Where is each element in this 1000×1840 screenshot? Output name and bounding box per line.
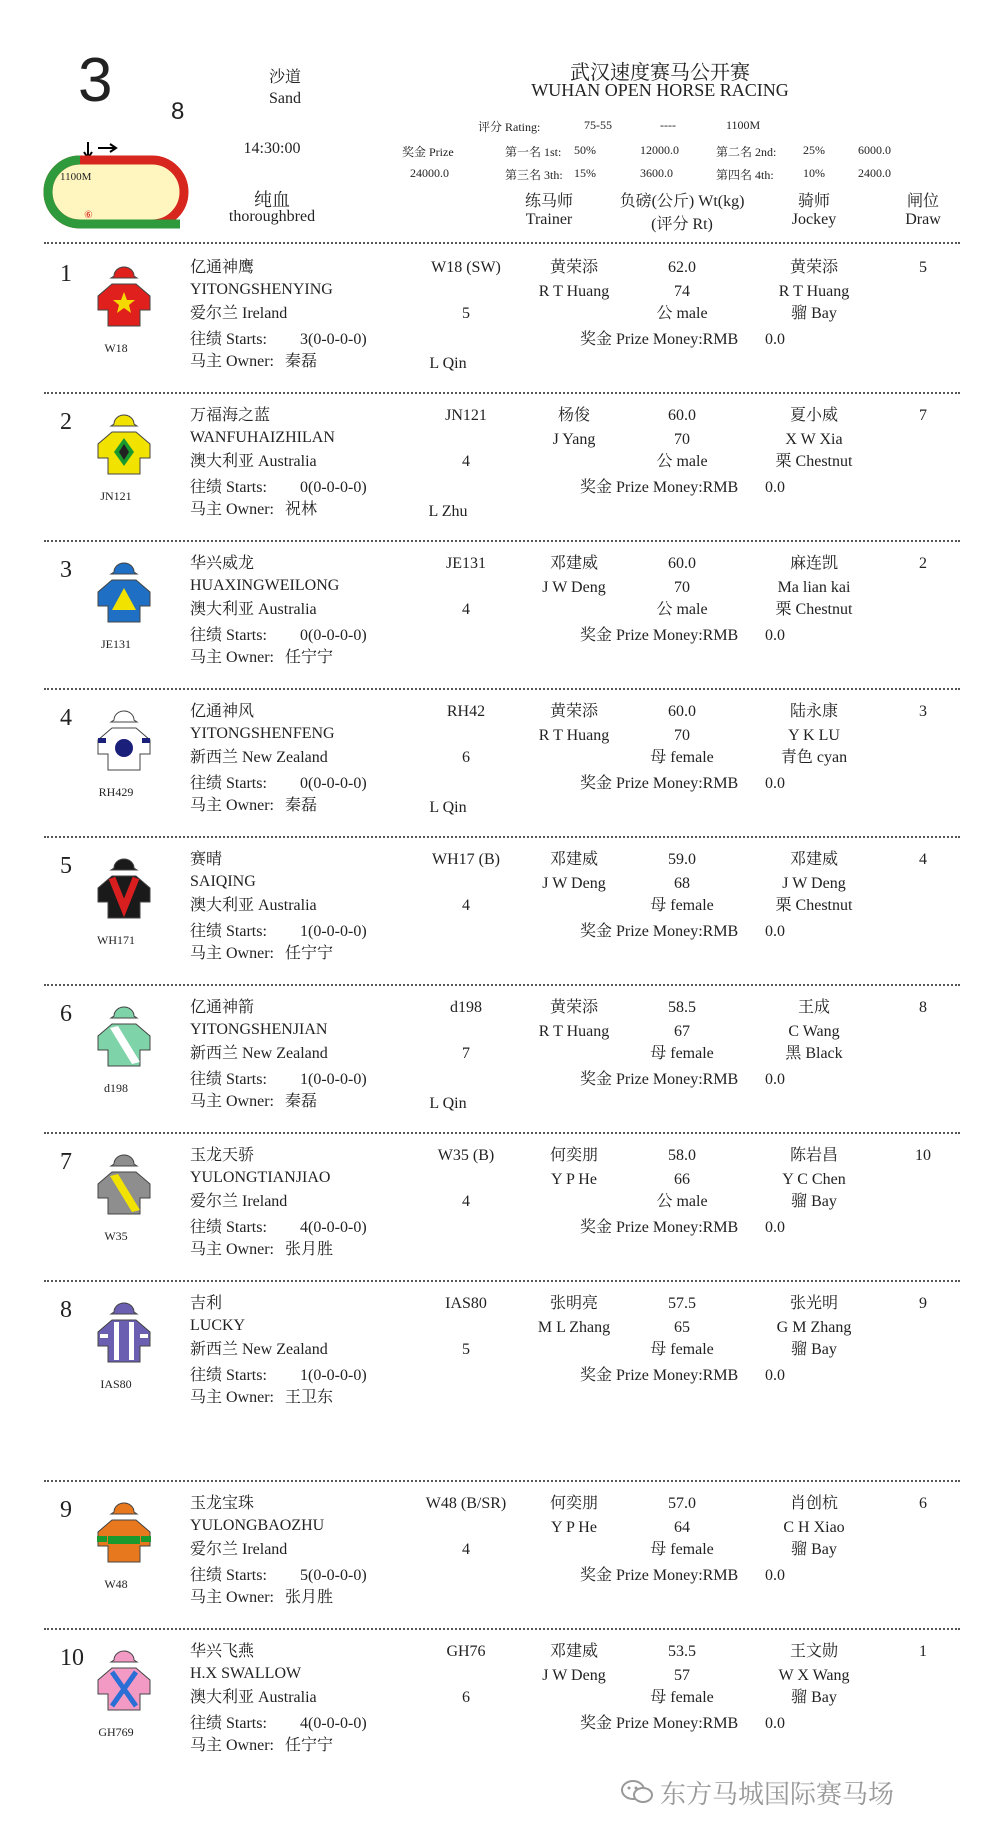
starts: 3(0-0-0-0) [300,331,367,348]
runner-number: 5 [60,853,72,879]
silk-code: RH429 [98,785,134,799]
trainer-cn: 何奕朋 [549,1495,599,1512]
watermark [620,1774,894,1813]
trainer-cn: 杨俊 [557,407,591,424]
horse-origin: 爱尔兰 Ireland [190,1193,288,1210]
owner: 王卫东 [285,1389,334,1406]
prize-money-label: 奖金 Prize Money:RMB [580,1715,739,1732]
rating: 74 [674,283,690,300]
header-divider [44,242,960,244]
horse-age: 4 [462,1193,470,1210]
row-divider [44,688,960,690]
owner: 秦磊 [285,353,318,370]
prize-money: 0.0 [765,1367,785,1384]
horse-name-cn: 玉龙宝珠 [190,1495,255,1512]
prize-fourth-amt: 2400.0 [858,166,891,180]
row-divider [44,1280,960,1282]
horse-name-en: YITONGSHENYING [190,281,333,298]
draw: 9 [919,1295,927,1312]
horse-name-cn: 玉龙天骄 [190,1147,255,1164]
title-cn: 武汉速度赛马公开赛 [570,62,750,84]
draw: 8 [919,999,927,1016]
draw: 6 [919,1495,927,1512]
trainer-en: J Yang [552,431,596,448]
owner-label: 马主 Owner: [190,1093,274,1110]
jockey-cn: 陆永康 [789,703,839,720]
horse-origin: 澳大利亚 Australia [190,897,317,914]
track-distance: 1100M [60,171,92,183]
horse-code: WH17 (B) [432,851,500,868]
jockey-cn: 黄荣添 [789,259,839,276]
runner-row [0,406,1000,536]
prize-first-label: 第一名 1st: [505,145,562,159]
horse-origin: 澳大利亚 Australia [190,601,317,618]
horse-name-en: WANFUHAIZHILAN [190,429,335,446]
horse-origin: 爱尔兰 Ireland [190,305,288,322]
trainer-en: Y P He [551,1171,597,1188]
rating: 70 [674,431,690,448]
runner-number: 1 [60,261,72,287]
owner: 张月胜 [285,1589,334,1606]
row-divider [44,392,960,394]
sex: 母 female [650,897,714,914]
prize-label: 奖金 Prize [402,145,454,159]
weight: 53.5 [668,1643,696,1660]
horse-color: 黑 Black [785,1045,843,1062]
trainer-en: J W Deng [542,579,606,596]
col-draw-cn: 闸位 [906,193,940,210]
sex: 公 male [656,453,708,470]
horse-color: 骝 Bay [791,305,837,322]
draw: 4 [919,851,927,868]
jockey-en: R T Huang [778,283,850,300]
horse-origin: 爱尔兰 Ireland [190,1541,288,1558]
owner: 祝林 [285,501,318,518]
runner-number: 10 [60,1645,84,1671]
horse-name-en: SAIQING [190,873,256,890]
horse-age: 5 [462,305,470,322]
trainer-en: J W Deng [542,1667,606,1684]
silk-code: IAS80 [100,1377,132,1391]
jockey-silk-icon [94,1152,154,1228]
starts-label: 往绩 Starts: [190,1071,267,1088]
horse-name-en: LUCKY [190,1317,246,1334]
prize-second-label: 第二名 2nd: [716,145,777,159]
silk-code: GH769 [98,1725,134,1739]
owner-en: L Qin [429,799,467,816]
runner-row [0,998,1000,1128]
row-divider [44,984,960,986]
horse-name-cn: 万福海之蓝 [190,407,271,424]
horse-code: RH42 [446,703,486,720]
prize-money: 0.0 [765,923,785,940]
rating: 66 [674,1171,690,1188]
col-weight-cn: 负磅(公斤) Wt(kg) [619,193,745,210]
horse-name-cn: 亿通神箭 [190,999,255,1016]
weight: 60.0 [668,555,696,572]
jockey-cn: 夏小威 [789,407,839,424]
owner-label: 马主 Owner: [190,1241,274,1258]
sex: 母 female [650,1541,714,1558]
prize-money-label: 奖金 Prize Money:RMB [580,923,739,940]
sex: 公 male [656,601,708,618]
rating: 64 [674,1519,690,1536]
prize-money-label: 奖金 Prize Money:RMB [580,1219,739,1236]
runner-number: 2 [60,409,72,435]
trainer-en: R T Huang [538,283,610,300]
owner: 秦磊 [285,797,318,814]
trainer-en: R T Huang [538,1023,610,1040]
runner-row [0,1642,1000,1772]
owner: 张月胜 [285,1241,334,1258]
runner-row [0,258,1000,388]
jockey-en: G M Zhang [776,1319,852,1336]
sex: 公 male [656,305,708,322]
draw: 10 [915,1147,931,1164]
rating: 70 [674,727,690,744]
prize-money: 0.0 [765,331,785,348]
trainer-cn: 张明亮 [549,1295,599,1312]
row-divider [44,836,960,838]
owner-label: 马主 Owner: [190,797,274,814]
horse-name-en: YITONGSHENJIAN [190,1021,328,1038]
col-jockey-en: Jockey [791,211,837,228]
draw: 1 [919,1643,927,1660]
jockey-en: X W Xia [785,431,843,448]
weight: 58.0 [668,1147,696,1164]
prize-second-amt: 6000.0 [858,143,891,157]
trainer-en: M L Zhang [537,1319,611,1336]
owner: 秦磊 [285,1093,318,1110]
trainer-cn: 邓建威 [549,1643,599,1660]
sex: 母 female [650,1689,714,1706]
jockey-silk-icon [94,1648,154,1724]
starts-label: 往绩 Starts: [190,627,267,644]
starts: 0(0-0-0-0) [300,627,367,644]
owner-en: L Zhu [428,503,468,520]
runner-count: 8 [171,98,185,125]
starts: 1(0-0-0-0) [300,923,367,940]
trainer-cn: 邓建威 [549,555,599,572]
prize-second-pct: 25% [803,143,825,157]
silk-code: W18 [104,341,128,355]
trainer-en: R T Huang [538,727,610,744]
runner-number: 7 [60,1149,72,1175]
sex: 母 female [650,1341,714,1358]
horse-code: d198 [450,999,482,1016]
horse-age: 7 [462,1045,470,1062]
horse-name-en: H.X SWALLOW [190,1665,302,1682]
owner-label: 马主 Owner: [190,1389,274,1406]
col-weight-en: (评分 Rt) [651,216,713,233]
horse-color: 骝 Bay [791,1689,837,1706]
draw: 7 [919,407,927,424]
horse-name-cn: 华兴飞燕 [190,1643,255,1660]
jockey-silk-icon [94,264,154,340]
starts: 5(0-0-0-0) [300,1567,367,1584]
runner-row [0,850,1000,980]
owner-en: L Qin [429,355,467,372]
horse-code: GH76 [446,1643,486,1660]
sex: 母 female [650,749,714,766]
breed-en: thoroughbred [228,208,316,225]
weight: 57.5 [668,1295,696,1312]
horse-name-en: YULONGBAOZHU [190,1517,325,1534]
runner-row [0,1294,1000,1424]
trainer-cn: 黄荣添 [549,999,599,1016]
silk-code: W35 [104,1229,128,1243]
col-trainer-en: Trainer [525,211,573,228]
silk-code: d198 [104,1081,128,1095]
prize-money: 0.0 [765,1715,785,1732]
horse-code: W35 (B) [437,1147,495,1164]
weight: 59.0 [668,851,696,868]
horse-name-cn: 赛晴 [190,851,223,868]
horse-age: 6 [462,749,470,766]
prize-third-amt: 3600.0 [640,166,673,180]
jockey-cn: 麻连凯 [789,555,839,572]
trainer-cn: 何奕朋 [549,1147,599,1164]
starts-label: 往绩 Starts: [190,331,267,348]
rating: 65 [674,1319,690,1336]
prize-money: 0.0 [765,1219,785,1236]
weight: 57.0 [668,1495,696,1512]
prize-money-label: 奖金 Prize Money:RMB [580,1367,739,1384]
jockey-silk-icon [94,1300,154,1376]
trainer-en: Y P He [551,1519,597,1536]
trainer-cn: 邓建威 [549,851,599,868]
silk-code: W48 [104,1577,128,1591]
trainer-en: J W Deng [542,875,606,892]
rating: 67 [674,1023,690,1040]
prize-money: 0.0 [765,1071,785,1088]
horse-color: 青色 cyan [780,749,848,766]
runner-number: 4 [60,705,72,731]
owner-label: 马主 Owner: [190,1737,274,1754]
starts-label: 往绩 Starts: [190,1567,267,1584]
jockey-cn: 邓建威 [789,851,839,868]
jockey-silk-icon [94,560,154,636]
horse-origin: 新西兰 New Zealand [190,1045,328,1062]
horse-origin: 新西兰 New Zealand [190,1341,328,1358]
horse-name-en: HUAXINGWEILONG [190,577,340,594]
trainer-cn: 黄荣添 [549,259,599,276]
horse-color: 骝 Bay [791,1193,837,1210]
runner-row [0,702,1000,832]
horse-origin: 新西兰 New Zealand [190,749,328,766]
horse-age: 4 [462,897,470,914]
runner-row [0,1146,1000,1276]
row-divider [44,1132,960,1134]
owner-label: 马主 Owner: [190,353,274,370]
jockey-silk-icon [94,708,154,784]
prize-first-pct: 50% [574,143,596,157]
jockey-silk-icon [94,856,154,932]
draw: 2 [919,555,927,572]
col-trainer-cn: 练马师 [524,193,574,210]
horse-origin: 澳大利亚 Australia [190,1689,317,1706]
jockey-cn: 陈岩昌 [789,1147,839,1164]
sex: 母 female [650,1045,714,1062]
horse-age: 6 [462,1689,470,1706]
prize-fourth-pct: 10% [803,166,825,180]
jockey-en: J W Deng [782,875,846,892]
runner-number: 3 [60,557,72,583]
track-diagram [40,138,190,230]
prize-total: 24000.0 [410,166,449,180]
prize-money: 0.0 [765,775,785,792]
surface-cn: 沙道 [268,69,302,86]
horse-name-en: YITONGSHENFENG [190,725,335,742]
starts: 1(0-0-0-0) [300,1071,367,1088]
starts-label: 往绩 Starts: [190,1219,267,1236]
prize-money: 0.0 [765,479,785,496]
surface-en: Sand [269,90,301,107]
prize-money-label: 奖金 Prize Money:RMB [580,479,739,496]
jockey-cn: 王成 [797,999,831,1016]
starts: 1(0-0-0-0) [300,1367,367,1384]
jockey-silk-icon [94,412,154,488]
starts-label: 往绩 Starts: [190,1715,267,1732]
prize-money-label: 奖金 Prize Money:RMB [580,1567,739,1584]
silk-code: WH171 [97,933,135,947]
row-divider [44,1480,960,1482]
horse-color: 栗 Chestnut [775,897,853,914]
weight: 60.0 [668,407,696,424]
runner-number: 6 [60,1001,72,1027]
watermark-text: 东方马城国际赛马场 [660,1780,895,1810]
starts: 0(0-0-0-0) [300,479,367,496]
owner: 任宁宁 [285,1737,334,1754]
race-time: 14:30:00 [243,140,301,157]
jockey-en: Y K LU [788,727,840,744]
svg-text:⑥: ⑥ [84,210,93,221]
rating: 68 [674,875,690,892]
weight: 60.0 [668,703,696,720]
prize-money-label: 奖金 Prize Money:RMB [580,331,739,348]
prize-first-amt: 12000.0 [640,143,679,157]
horse-age: 4 [462,1541,470,1558]
prize-fourth-label: 第四名 4th: [716,168,774,182]
trainer-cn: 黄荣添 [549,703,599,720]
jockey-cn: 肖创杭 [789,1495,839,1512]
runner-number: 9 [60,1497,72,1523]
horse-age: 4 [462,601,470,618]
rating: 70 [674,579,690,596]
prize-money: 0.0 [765,627,785,644]
jockey-cn: 张光明 [789,1295,839,1312]
owner-label: 马主 Owner: [190,1589,274,1606]
prize-money-label: 奖金 Prize Money:RMB [580,1071,739,1088]
wechat-icon [620,1778,654,1813]
weight: 58.5 [668,999,696,1016]
jockey-cn: 王文勋 [789,1643,839,1660]
horse-color: 栗 Chestnut [775,453,853,470]
race-number: 3 [78,46,113,115]
horse-color: 骝 Bay [791,1341,837,1358]
starts-label: 往绩 Starts: [190,1367,267,1384]
prize-third-pct: 15% [574,166,596,180]
rating: 57 [674,1667,690,1684]
horse-name-cn: 亿通神鹰 [190,259,255,276]
prize-money-label: 奖金 Prize Money:RMB [580,627,739,644]
rating-value: 75-55 [584,118,612,132]
owner-label: 马主 Owner: [190,501,274,518]
title-en: WUHAN OPEN HORSE RACING [531,80,789,100]
horse-name-en: YULONGTIANJIAO [190,1169,331,1186]
breed-cn: 纯血 [254,190,290,210]
row-divider [44,540,960,542]
jockey-en: C Wang [788,1023,840,1040]
starts: 4(0-0-0-0) [300,1715,367,1732]
horse-code: W48 (B/SR) [425,1495,507,1512]
horse-age: 4 [462,453,470,470]
runner-number: 8 [60,1297,72,1323]
silk-code: JN121 [100,489,132,503]
draw: 3 [919,703,927,720]
horse-code: JN121 [445,407,487,424]
owner-label: 马主 Owner: [190,649,274,666]
runner-row [0,554,1000,684]
row-divider [44,1628,960,1630]
starts: 4(0-0-0-0) [300,1219,367,1236]
horse-age: 5 [462,1341,470,1358]
rating-label: 评分 Rating: [478,120,541,134]
starts-label: 往绩 Starts: [190,775,267,792]
prize-money: 0.0 [765,1567,785,1584]
jockey-en: Y C Chen [782,1171,846,1188]
horse-color: 栗 Chestnut [775,601,853,618]
horse-name-cn: 华兴威龙 [190,555,255,572]
starts-label: 往绩 Starts: [190,479,267,496]
sex: 公 male [656,1193,708,1210]
rating-distance: 1100M [726,118,761,132]
jockey-silk-icon [94,1500,154,1576]
horse-name-cn: 吉利 [190,1295,223,1312]
horse-origin: 澳大利亚 Australia [190,453,317,470]
horse-color: 骝 Bay [791,1541,837,1558]
owner-label: 马主 Owner: [190,945,274,962]
runner-row [0,1494,1000,1624]
weight: 62.0 [668,259,696,276]
horse-name-cn: 亿通神风 [190,703,255,720]
owner: 任宁宁 [285,649,334,666]
horse-code: JE131 [446,555,486,572]
col-draw-en: Draw [905,211,941,228]
draw: 5 [919,259,927,276]
owner-en: L Qin [429,1095,467,1112]
horse-code: IAS80 [445,1295,487,1312]
owner: 任宁宁 [285,945,334,962]
starts: 0(0-0-0-0) [300,775,367,792]
rating-dash: ---- [660,118,676,132]
jockey-en: C H Xiao [783,1519,845,1536]
jockey-silk-icon [94,1004,154,1080]
silk-code: JE131 [101,637,131,651]
horse-code: W18 (SW) [431,259,501,276]
jockey-en: W X Wang [778,1667,850,1684]
jockey-en: Ma lian kai [777,579,851,596]
prize-third-label: 第三名 3th: [505,168,563,182]
starts-label: 往绩 Starts: [190,923,267,940]
col-jockey-cn: 骑师 [797,193,831,210]
prize-money-label: 奖金 Prize Money:RMB [580,775,739,792]
